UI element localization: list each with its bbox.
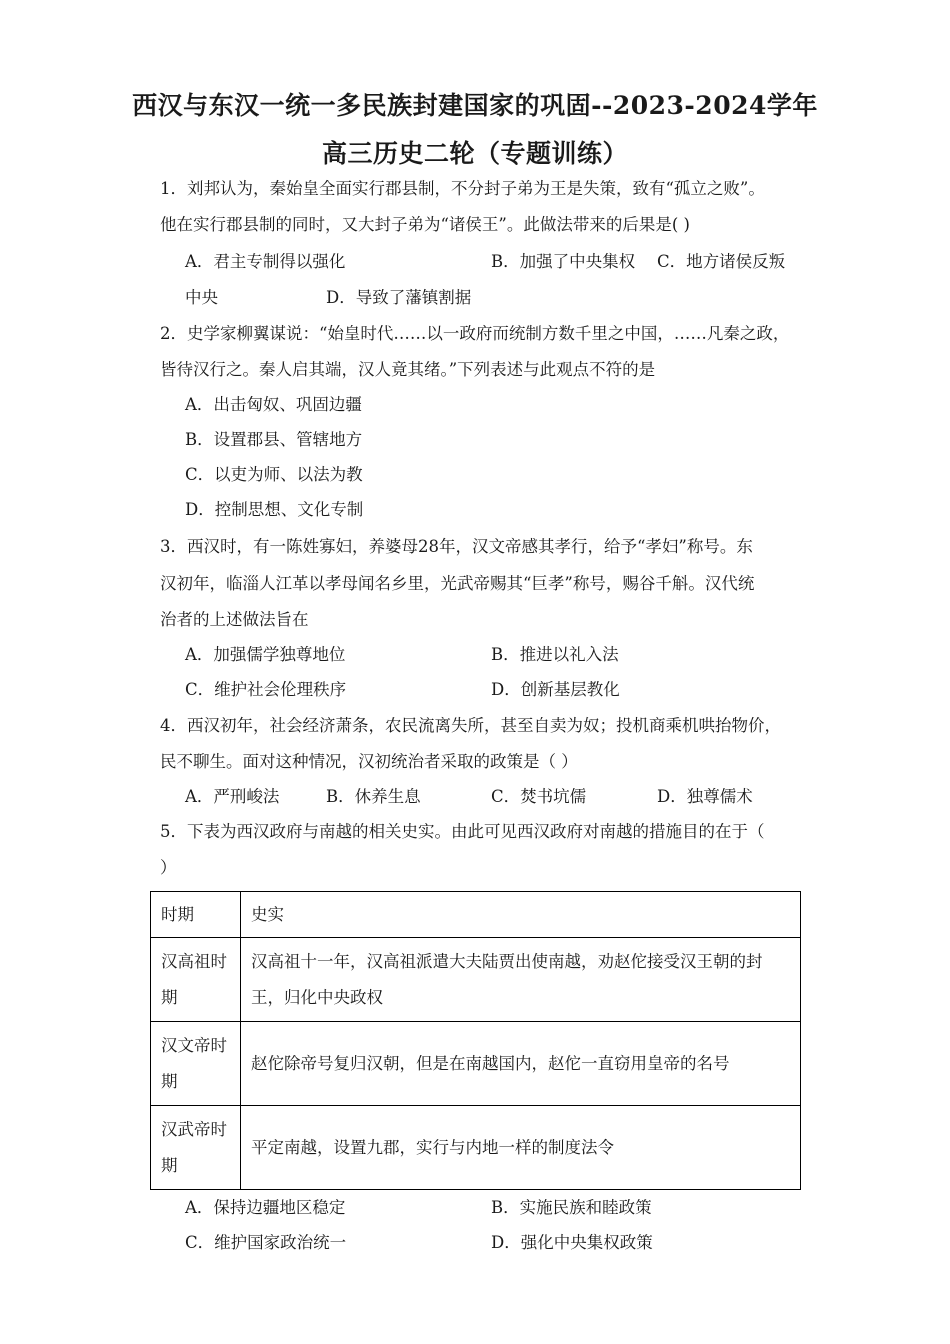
question-3-option-c[interactable]: C．维护社会伦理秩序 bbox=[185, 680, 347, 699]
question-3-stem-line1: 3．西汉时，有一陈姓寡妇，养婆母28年，汉文帝感其孝行，给予“孝妇”称号。东 bbox=[160, 537, 753, 556]
question-1-option-a[interactable]: A．君主专制得以强化 bbox=[185, 252, 346, 271]
table-header-row bbox=[151, 892, 801, 938]
table-cell-facts bbox=[241, 1106, 801, 1190]
question-2-stem-line2: 皆待汉行之。秦人启其端，汉人竟其绪。”下列表述与此观点不符的是 bbox=[160, 360, 656, 379]
period-line2: 期 bbox=[161, 1155, 178, 1175]
question-1-stem-line2: 他在实行郡县制的同时，又大封子弟为“诸侯王”。此做法带来的后果是( ) bbox=[160, 215, 690, 234]
question-4-stem-line1: 4．西汉初年，社会经济萧条，农民流离失所，甚至自卖为奴；投机商乘机哄抬物价， bbox=[160, 716, 781, 735]
question-5-option-d[interactable]: D．强化中央集权政策 bbox=[491, 1233, 653, 1252]
document-title-line2: 高三历史二轮（专题训练） bbox=[321, 139, 628, 168]
question-2-option-c[interactable]: C．以吏为师、以法为教 bbox=[185, 465, 363, 484]
question-1-option-c-continued[interactable]: 中央 bbox=[185, 288, 218, 307]
period-line1: 汉武帝时 bbox=[161, 1119, 227, 1139]
question-3-option-b[interactable]: B．推进以礼入法 bbox=[491, 645, 619, 664]
table-cell-facts bbox=[241, 1022, 801, 1106]
facts-line1: 平定南越，设置九郡，实行与内地一样的制度法令 bbox=[251, 1137, 614, 1157]
table-cell-period bbox=[151, 938, 241, 1022]
question-5-stem-line1: 5．下表为西汉政府与南越的相关史实。由此可见西汉政府对南越的措施目的在于（ bbox=[160, 822, 765, 841]
table-header-facts: 史实 bbox=[241, 892, 801, 938]
facts-line2: 王，归化中央政权 bbox=[251, 987, 383, 1007]
question-3-stem-line3: 治者的上述做法旨在 bbox=[160, 610, 309, 629]
question-4-option-c[interactable]: C．焚书坑儒 bbox=[491, 787, 587, 806]
table-row bbox=[151, 1106, 801, 1190]
question-3-option-d[interactable]: D．创新基层教化 bbox=[491, 680, 620, 699]
question-2-stem-line1: 2．史学家柳翼谋说：“始皇时代……以一政府而统制方数千里之中国，……凡秦之政， bbox=[160, 324, 790, 343]
question-5-stem-line2: ） bbox=[160, 858, 177, 877]
question-3-stem-line2: 汉初年，临淄人江革以孝母闻名乡里，光武帝赐其“巨孝”称号，赐谷千斛。汉代统 bbox=[160, 574, 755, 593]
question-4-option-a[interactable]: A．严刑峻法 bbox=[185, 787, 280, 806]
question-2-option-b[interactable]: B．设置郡县、管辖地方 bbox=[185, 430, 363, 449]
question-2-option-d[interactable]: D．控制思想、文化专制 bbox=[185, 500, 364, 519]
facts-line1: 汉高祖十一年，汉高祖派遣大夫陆贾出使南越，劝赵佗接受汉王朝的封 bbox=[251, 951, 763, 971]
table-header-period: 时期 bbox=[151, 892, 241, 938]
document-title-line1: 西汉与东汉一统一多民族封建国家的巩固--2023-2024学年 bbox=[132, 91, 818, 120]
table-row bbox=[151, 938, 801, 1022]
history-facts-table bbox=[150, 891, 801, 1190]
question-1-option-d[interactable]: D．导致了藩镇割据 bbox=[326, 288, 472, 307]
period-line1: 汉文帝时 bbox=[161, 1035, 227, 1055]
question-4-stem-line2: 民不聊生。面对这种情况，汉初统治者采取的政策是（ ） bbox=[160, 752, 578, 771]
period-line2: 期 bbox=[161, 987, 178, 1007]
table-row bbox=[151, 1022, 801, 1106]
table-cell-period bbox=[151, 1022, 241, 1106]
question-4-option-d[interactable]: D．独尊儒术 bbox=[657, 787, 753, 806]
question-1-stem-line1: 1．刘邦认为，秦始皇全面实行郡县制，不分封子弟为王是失策，致有“孤立之败”。 bbox=[160, 179, 765, 198]
question-5-option-b[interactable]: B．实施民族和睦政策 bbox=[491, 1198, 652, 1217]
question-1-option-c[interactable]: C．地方诸侯反叛 bbox=[657, 252, 786, 271]
question-3-option-a[interactable]: A．加强儒学独尊地位 bbox=[185, 645, 346, 664]
table-cell-period bbox=[151, 1106, 241, 1190]
question-1-option-b[interactable]: B．加强了中央集权 bbox=[491, 252, 636, 271]
question-2-option-a[interactable]: A．出击匈奴、巩固边疆 bbox=[185, 395, 362, 414]
question-5-option-a[interactable]: A．保持边疆地区稳定 bbox=[185, 1198, 346, 1217]
facts-line1: 赵佗除帝号复归汉朝，但是在南越国内，赵佗一直窃用皇帝的名号 bbox=[251, 1053, 730, 1073]
period-line2: 期 bbox=[161, 1071, 178, 1091]
question-4-option-b[interactable]: B．休养生息 bbox=[326, 787, 421, 806]
question-5-option-c[interactable]: C．维护国家政治统一 bbox=[185, 1233, 347, 1252]
period-line1: 汉高祖时 bbox=[161, 951, 227, 971]
table-cell-facts bbox=[241, 938, 801, 1022]
